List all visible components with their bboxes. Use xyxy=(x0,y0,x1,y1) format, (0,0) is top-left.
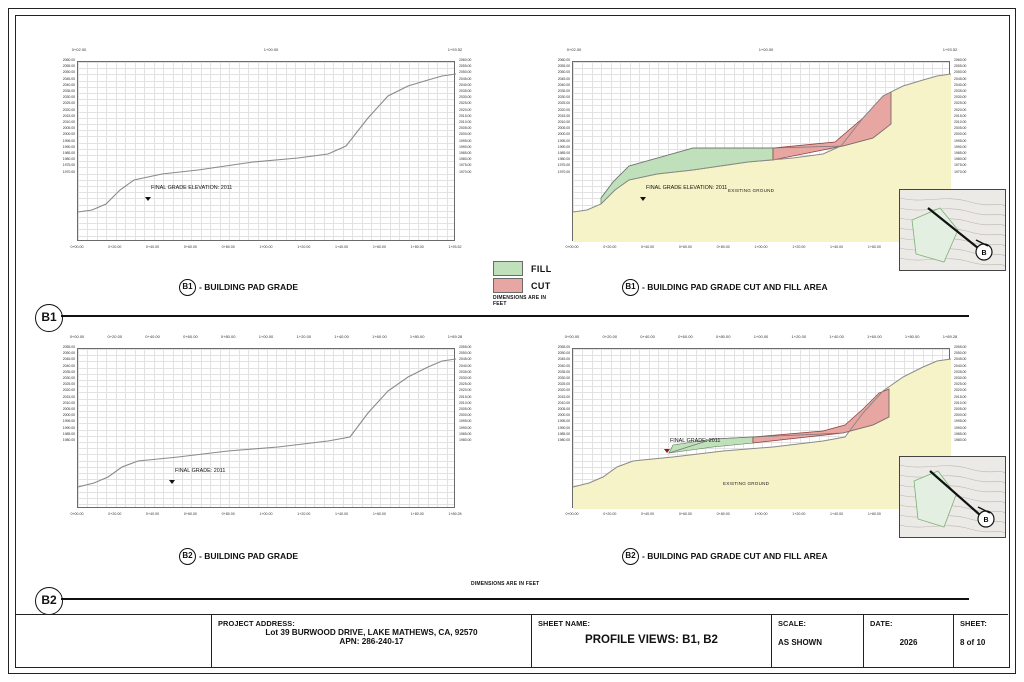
b2-right-existing-ground-label: EXISTING GROUND xyxy=(723,481,770,486)
tb-sheet-number-label: SHEET: xyxy=(960,619,987,628)
b2-right-elevation-axis: 2055.00 2050.00 2045.00 2040.00 2035.00 2030.00 2025.00 2020.00 2015.00 2010.00 2005.00 2000.00 1995.00 1990.00 1985.00 1980.00 xyxy=(557,345,570,443)
title-block xyxy=(15,614,1008,667)
b1-right-plot xyxy=(572,61,950,241)
b2-left-plot xyxy=(77,348,455,508)
svg-text:B: B xyxy=(983,517,989,524)
tb-sheet-name-value: PROFILE VIEWS: B1, B2 xyxy=(585,634,718,646)
b1-right-caption xyxy=(622,279,828,296)
b1-left-plot xyxy=(77,61,455,241)
profile-panel-b1-right: 0+02.00 1+00.00 1+93.52 EXISTING GROUND 2060.00 2055.00 2050.00 2045.00 2040.00 2035.00 2030.00 2025.00 2020.00 2015.00 2010.00 2005.00 2000.00 1995.00 1990.00 1985.00 1980.00 1975.00 1970.00 2060.00 2055.00 2050.00 2045.00 2040.00 2035.00 2030.00 2025.00 2020.00 2015.00 2010.00 2005.00 2000.00 1995.00 1990.00 1985.00 1980.00 1975.00 1970.00 0+00.00 0+20.00 0+40.00 0+60.00 0+80.00 1+00.00 1+20.00 1+40.00 1+60.00 FINAL GRADE ELEVATION: 2011 B1 - BUILDING PAD GRADE CUT AND FILL AREA B xyxy=(554,47,974,262)
fill-swatch xyxy=(493,261,523,276)
b2-right-caption xyxy=(622,548,828,565)
b2-right-elevation-axis-right: 2055.00 2050.00 2045.00 2040.00 2035.00 2030.00 2025.00 2020.00 2015.00 2010.00 2005.00 2000.00 1995.00 1990.00 1985.00 1980.00 xyxy=(954,345,967,443)
b2-right-caption-bubble: B2 xyxy=(622,548,639,565)
cut-label: CUT xyxy=(531,280,551,291)
tb-date-label: DATE: xyxy=(870,619,893,628)
b1-right-grade-marker xyxy=(640,197,646,201)
b1-left-caption-bubble: B1 xyxy=(179,279,196,296)
b2-left-caption-text: - BUILDING PAD GRADE xyxy=(199,550,299,561)
b1-right-top-stations: 0+02.00 1+00.00 1+93.52 xyxy=(566,47,958,52)
b2-left-top-stations: 0+00.00 0+20.00 0+40.00 0+60.00 0+80.00 1+00.00 1+20.00 1+40.00 1+60.00 1+80.00 1+89.28 xyxy=(69,334,463,339)
b1-left-elevation-axis-right: 2060.00 2055.00 2050.00 2045.00 2040.00 2035.00 2030.00 2025.00 2020.00 2015.00 2010.00 2005.00 2000.00 1995.00 1990.00 1985.00 1980.00 1975.00 1970.00 xyxy=(459,58,472,174)
tb-sheet-number-value: 8 of 10 xyxy=(960,638,986,647)
drawing-sheet xyxy=(8,8,1016,674)
tb-project-address-line2: APN: 286-240-17 xyxy=(339,637,404,646)
b1-key-map xyxy=(899,189,1006,271)
b2-left-elevation-axis: 2055.00 2050.00 2045.00 2040.00 2035.00 2030.00 2025.00 2020.00 2015.00 2010.00 2005.00 2000.00 1995.00 1990.00 1985.00 1980.00 xyxy=(62,345,75,443)
tb-date xyxy=(863,615,953,667)
section-line-b2 xyxy=(61,598,969,600)
legend-row-cut xyxy=(493,278,552,293)
b2-left-ground-line xyxy=(78,349,456,509)
tb-scale-label: SCALE: xyxy=(778,619,807,628)
cut-fill-legend xyxy=(493,261,552,307)
b2-right-caption-text: - BUILDING PAD GRADE CUT AND FILL AREA xyxy=(642,550,828,561)
b2-left-caption xyxy=(179,548,298,565)
profile-panel-b1-left: 0+02.00 1+00.00 1+93.52 2060.00 2055.00 2050.00 2045.00 2040.00 2035.00 2030.00 2025.00 2020.00 2015.00 2010.00 2005.00 2000.00 1995.00 1990.00 1985.00 1980.00 1975.00 1970.00 2060.00 2055.00 2050.00 2045.00 2040.00 2035.00 2030.00 2025.00 2020.00 2015.00 2010.00 2005.00 2000.00 1995.00 1990.00 1985.00 1980.00 1975.00 1970.00 0+00.00 0+20.00 0+40.00 0+60.00 0+80.00 1+00.00 1+20.00 1+40.00 1+60.00 1+80.00 1+93.52 FINAL GRADE ELEVATION: 2011 B1 - BUILDING PAD GRADE xyxy=(59,47,479,262)
fill-label: FILL xyxy=(531,263,552,274)
b1-left-caption xyxy=(179,279,298,296)
b2-left-grade-marker xyxy=(169,480,175,484)
b1-right-caption-bubble: B1 xyxy=(622,279,639,296)
b2-left-elevation-axis-right: 2055.00 2050.00 2045.00 2040.00 2035.00 2030.00 2025.00 2020.00 2015.00 2010.00 2005.00 2000.00 1995.00 1990.00 1985.00 1980.00 xyxy=(459,345,472,443)
b1-right-annotation: FINAL GRADE ELEVATION: 2011 xyxy=(646,185,728,191)
bottom-dimensions-note: DIMENSIONS ARE IN FEET xyxy=(471,581,540,587)
cut-swatch xyxy=(493,278,523,293)
b1-left-caption-text: - BUILDING PAD GRADE xyxy=(199,281,299,292)
b2-right-grade-marker xyxy=(664,449,670,453)
tb-sheet-name xyxy=(531,615,771,667)
tb-sheet-number xyxy=(953,615,1008,667)
tb-scale xyxy=(771,615,863,667)
b2-left-annotation: FINAL GRADE: 2011 xyxy=(175,468,226,474)
tb-sheet-name-label: SHEET NAME: xyxy=(538,619,591,628)
tb-date-value: 2026 xyxy=(899,638,918,647)
b1-left-elevation-axis: 2060.00 2055.00 2050.00 2045.00 2040.00 2035.00 2030.00 2025.00 2020.00 2015.00 2010.00 2005.00 2000.00 1995.00 1990.00 1985.00 1980.00 1975.00 1970.00 xyxy=(62,58,75,174)
tb-project-address xyxy=(211,615,531,667)
tb-scale-value: AS SHOWN xyxy=(778,638,822,647)
profile-panel-b2-left: 0+00.00 0+20.00 0+40.00 0+60.00 0+80.00 1+00.00 1+20.00 1+40.00 1+60.00 1+80.00 1+89.28 2055.00 2050.00 2045.00 2040.00 2035.00 2030.00 2025.00 2020.00 2015.00 2010.00 2005.00 2000.00 1995.00 1990.00 1985.00 1980.00 2055.00 2050.00 2045.00 2040.00 2035.00 2030.00 2025.00 2020.00 2015.00 2010.00 2005.00 2000.00 1995.00 1990.00 1985.00 1980.00 0+00.00 0+20.00 0+40.00 0+60.00 0+80.00 1+00.00 1+20.00 1+40.00 1+60.00 1+80.00 1+89.28 FINAL GRADE: 2011 B2 - BUILDING PAD GRADE xyxy=(59,334,479,549)
section-marker-b2: B2 xyxy=(35,587,63,615)
section-line-b1 xyxy=(61,315,969,317)
b2-right-annotation: FINAL GRADE: 2011 xyxy=(670,438,721,444)
b2-right-plot xyxy=(572,348,950,508)
b1-right-existing-ground-label: EXISTING GROUND xyxy=(728,188,775,193)
section-marker-b1: B1 xyxy=(35,304,63,332)
b2-key-map xyxy=(899,456,1006,538)
b1-right-cut-fill-graphic xyxy=(573,62,951,242)
svg-text:B: B xyxy=(981,250,987,257)
b1-left-ground-line xyxy=(78,62,456,242)
profile-panel-b2-right: 0+00.00 0+20.00 0+40.00 0+60.00 0+80.00 1+00.00 1+20.00 1+40.00 1+60.00 1+80.00 1+89.28 EXISTING GROUND 2055.00 2050.00 2045.00 2040.00 2035.00 2030.00 2025.00 2020.00 2015.00 2010.00 2005.00 2000.00 1995.00 1990.00 1985.00 1980.00 2055.00 2050.00 2045.00 2040.00 2035.00 2030.00 2025.00 2020.00 2015.00 2010.00 2005.00 2000.00 1995.00 1990.00 1985.00 1980.00 0+00.00 0+20.00 0+40.00 0+60.00 0+80.00 1+00.00 1+20.00 1+40.00 1+60.00 FINAL GRADE: 2011 B2 - BUILDING PAD GRADE CUT AND FILL AREA B xyxy=(554,334,974,549)
b1-left-top-stations: 0+02.00 1+00.00 1+93.52 xyxy=(71,47,463,52)
b2-right-top-stations: 0+00.00 0+20.00 0+40.00 0+60.00 0+80.00 1+00.00 1+20.00 1+40.00 1+60.00 1+80.00 1+89.28 xyxy=(564,334,958,339)
tb-project-address-label: PROJECT ADDRESS: xyxy=(218,619,295,628)
b1-left-annotation: FINAL GRADE ELEVATION: 2011 xyxy=(151,185,233,191)
legend-dimensions-note: DIMENSIONS ARE IN FEET xyxy=(493,295,547,307)
b2-left-caption-bubble: B2 xyxy=(179,548,196,565)
legend-row-fill xyxy=(493,261,552,276)
b1-right-caption-text: - BUILDING PAD GRADE CUT AND FILL AREA xyxy=(642,281,828,292)
tb-project-address-line1: Lot 39 BURWOOD DRIVE, LAKE MATHEWS, CA, 92570 xyxy=(265,628,478,637)
b1-right-elevation-axis: 2060.00 2055.00 2050.00 2045.00 2040.00 2035.00 2030.00 2025.00 2020.00 2015.00 2010.00 2005.00 2000.00 1995.00 1990.00 1985.00 1980.00 1975.00 1970.00 xyxy=(557,58,570,174)
b1-left-grade-marker xyxy=(145,197,151,201)
b1-right-elevation-axis-right: 2060.00 2055.00 2050.00 2045.00 2040.00 2035.00 2030.00 2025.00 2020.00 2015.00 2010.00 2005.00 2000.00 1995.00 1990.00 1985.00 1980.00 1975.00 1970.00 xyxy=(954,58,967,174)
